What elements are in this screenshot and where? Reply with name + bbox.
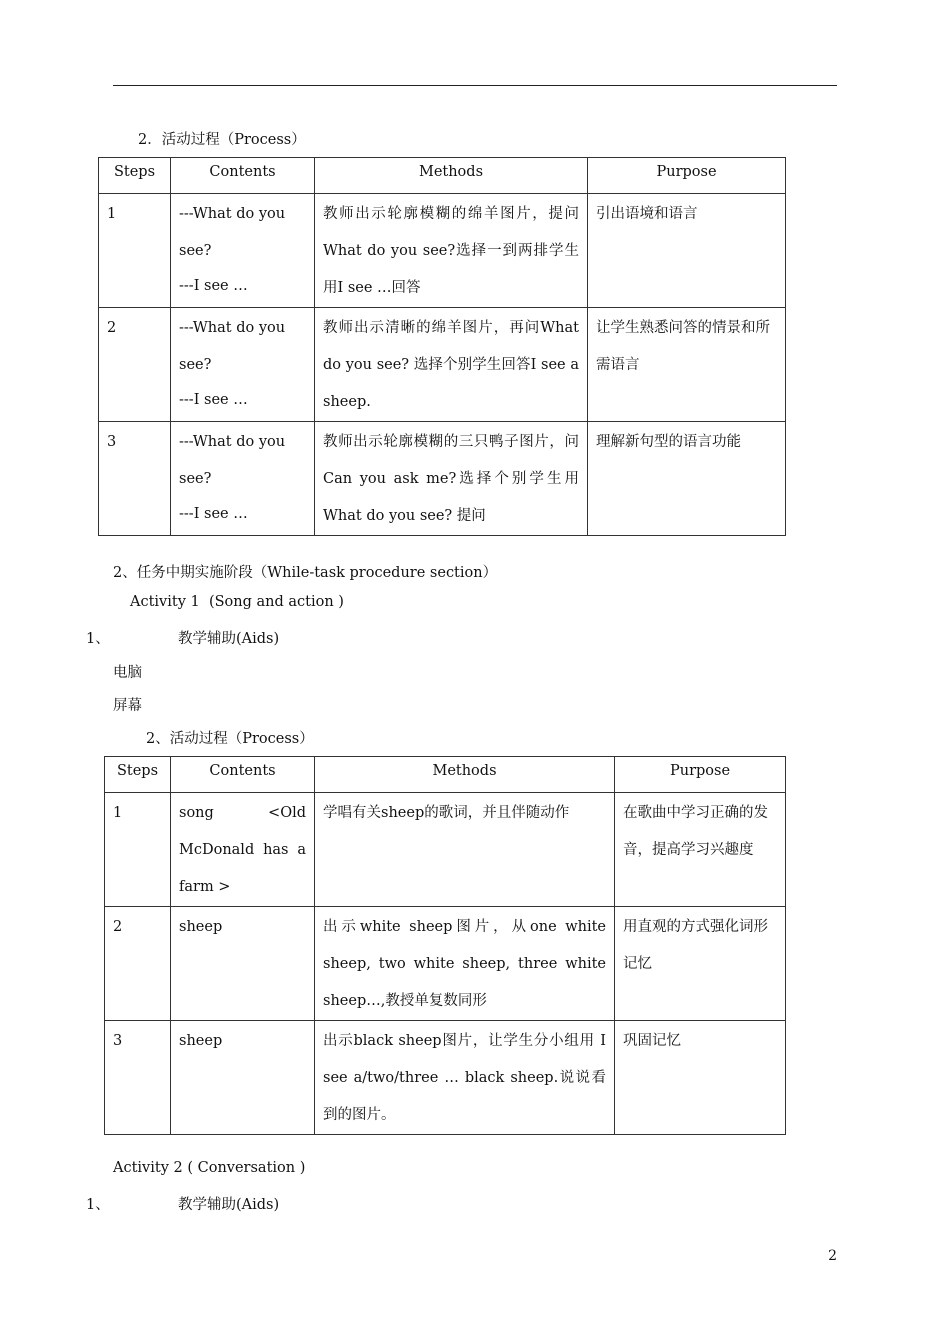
process-title-1: 2．活动过程（Process）	[138, 132, 306, 148]
aids-item: 电脑	[113, 665, 142, 681]
content-line: ---I see …	[179, 278, 248, 294]
process-table-2	[104, 756, 786, 1135]
table-row	[105, 793, 786, 907]
activity2-title: Activity 2 ( Conversation )	[113, 1160, 306, 1176]
activity1-title: Activity 1 (Song and action )	[130, 594, 344, 610]
header-contents: Contents	[171, 757, 315, 793]
while-task-heading: 2、任务中期实施阶段（While-task procedure section）	[113, 565, 498, 581]
table-row	[105, 1021, 786, 1135]
contents-cell	[171, 308, 315, 422]
purpose-cell: 在歌曲中学习正确的发音，提高学习兴趣度	[615, 793, 786, 907]
content-line: ---I see …	[179, 392, 248, 408]
step-cell: 1	[99, 194, 171, 308]
methods-cell: 教师出示轮廓模糊的三只鸭子图片，问Can you ask me?选择个别学生用What do you see? 提问	[315, 422, 588, 536]
header-methods: Methods	[315, 158, 588, 194]
content-line: ---I see …	[179, 506, 248, 522]
purpose-cell: 用直观的方式强化词形记忆	[615, 907, 786, 1021]
contents-cell: song <Old McDonald has a farm >	[171, 793, 315, 907]
header-steps: Steps	[99, 158, 171, 194]
methods-cell: 出示black sheep图片，让学生分小组用 I see a/two/three … black sheep.说说看到的图片。	[315, 1021, 615, 1135]
table-row	[99, 422, 786, 536]
page-number: 2	[828, 1248, 837, 1264]
purpose-cell: 巩固记忆	[615, 1021, 786, 1135]
aids-item: 屏幕	[113, 698, 142, 714]
header-contents: Contents	[171, 158, 315, 194]
step-cell: 3	[99, 422, 171, 536]
table-row	[99, 308, 786, 422]
contents-cell	[171, 194, 315, 308]
contents-cell: sheep	[171, 1021, 315, 1135]
methods-cell: 教师出示轮廓模糊的绵羊图片，提问What do you see?选择一到两排学生用I see …回答	[315, 194, 588, 308]
header-rule	[113, 85, 837, 86]
aids-label: 教学辅助(Aids)	[178, 631, 280, 647]
aids-number: 1、	[86, 631, 110, 647]
header-steps: Steps	[105, 757, 171, 793]
aids-number: 1、	[86, 1197, 110, 1213]
methods-cell: 学唱有关sheep的歌词，并且伴随动作	[315, 793, 615, 907]
contents-cell	[171, 422, 315, 536]
content-line: see?	[179, 243, 212, 259]
methods-cell: 教师出示清晰的绵羊图片，再问What do you see? 选择个别学生回答I see a sheep.	[315, 308, 588, 422]
contents-cell: sheep	[171, 907, 315, 1021]
content-line: ---What do you	[179, 434, 286, 450]
step-cell: 3	[105, 1021, 171, 1135]
aids-label: 教学辅助(Aids)	[178, 1197, 280, 1213]
content-line: see?	[179, 471, 212, 487]
purpose-cell: 理解新句型的语言功能	[588, 422, 786, 536]
purpose-cell: 让学生熟悉问答的情景和所需语言	[588, 308, 786, 422]
table-row	[99, 194, 786, 308]
content-line: see?	[179, 357, 212, 373]
header-methods: Methods	[315, 757, 615, 793]
process-title-2: 2、活动过程（Process）	[146, 731, 314, 747]
content-line: ---What do you	[179, 320, 286, 336]
process-table-1	[98, 157, 786, 536]
step-cell: 1	[105, 793, 171, 907]
table-header-row	[99, 158, 786, 194]
table-header-row	[105, 757, 786, 793]
header-purpose: Purpose	[588, 158, 786, 194]
content-line: ---What do you	[179, 206, 286, 222]
purpose-cell: 引出语境和语言	[588, 194, 786, 308]
step-cell: 2	[99, 308, 171, 422]
header-purpose: Purpose	[615, 757, 786, 793]
methods-cell: 出示white sheep图片，从one white sheep, two white sheep, three white sheep…,教授单复数同形	[315, 907, 615, 1021]
step-cell: 2	[105, 907, 171, 1021]
table-row	[105, 907, 786, 1021]
